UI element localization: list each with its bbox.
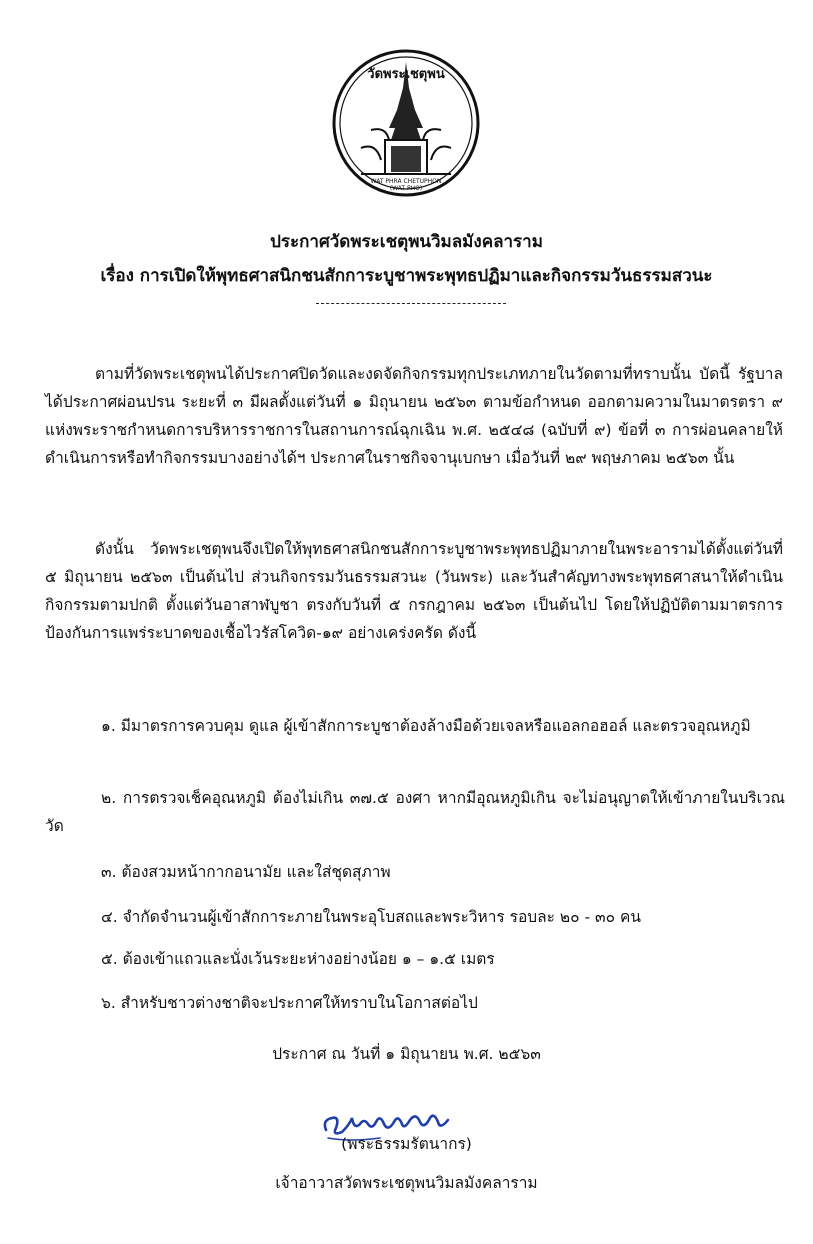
measure-item-text: ๒. การตรวจเช็คอุณหภูมิ ต้องไม่เกิน ๓๗.๕ องศา หากมีอุณหภูมิเกิน จะไม่อนุญาตให้เข้าภายในบริเวณวัด <box>45 789 785 835</box>
measure-item-text: ๕. ต้องเข้าแถวและนั่งเว้นระยะห่างอย่างน้อย ๑ – ๑.๕ เมตร <box>101 950 495 968</box>
measure-item-4 <box>45 903 785 931</box>
announcement-subject: เรื่อง การเปิดให้พุทธศาสนิกชนสักการะบูชาพระพุทธปฏิมาและกิจกรรมวันธรรมสวนะ <box>100 266 713 286</box>
measure-item-text: ๔. จำกัดจำนวนผู้เข้าสักการะภายในพระอุโบสถและพระวิหาร รอบละ ๒๐ - ๓๐ คน <box>101 908 641 926</box>
seal-top-text: วัดพระเชตุพน <box>367 67 445 82</box>
measure-item-2 <box>45 784 785 840</box>
measure-item-text: ๓. ต้องสวมหน้ากากอนามัย และใส่ชุดสุภาพ <box>101 863 391 881</box>
announcement-title: ประกาศวัดพระเชตุพนวิมลมังคลาราม <box>270 232 543 252</box>
seal-bottom-text-1: WAT PHRA CHETUPHON <box>370 178 442 185</box>
title-divider <box>316 303 506 304</box>
measure-item-5 <box>45 945 785 973</box>
body-paragraph-2: ดังนั้น วัดพระเชตุพนจึงเปิดให้พุทธศาสนิกชนสักการะบูชาพระพุทธปฏิมาภายในพระอารามได้ตั้งแต่วันที่ ๕ มิถุนายน ๒๕๖๓ เป็นต้นไป ส่วนกิจกรรมวันธรรมสวนะ (วันพระ) และวันสำคัญทางพระพุทธศาสนาให้ดำเนินกิจกรรมตามปกติ ตั้งแต่วันอาสาฬบูชา ตรงกับวันที่ ๕ กรกฎาคม ๒๕๖๓ เป็นต้นไป โดยให้ปฏิบัติตามมาตรการป้องกันการแพร่ระบาดของเชื้อไวรัสโควิด-๑๙ อย่างเคร่งครัด ดังนี้ <box>45 540 783 642</box>
body-paragraph-1: ตามที่วัดพระเชตุพนได้ประกาศปิดวัดและงดจัดกิจกรรมทุกประเภทภายในวัดตามที่ทราบนั้น บัดนี้ รัฐบาลได้ประกาศผ่อนปรน ระยะที่ ๓ มีผลตั้งแต่วันที่ ๑ มิถุนายน ๒๕๖๓ ตามข้อกำหนด ออกตามความในมาตรตรา ๙ แห่งพระราชกำหนดการบริหารราชการในสถานการณ์ฉุกเฉิน พ.ศ. ๒๕๔๘ (ฉบับที่ ๙) ข้อที่ ๓ การผ่อนคลายให้ดำเนินการหรือทำกิจกรรมบางอย่างได้ฯ ประกาศในราชกิจจานุเบกษา เมื่อวันที่ ๒๙ พฤษภาคม ๒๕๖๓ นั้น <box>45 365 783 467</box>
measure-item-6 <box>45 989 785 1017</box>
temple-seal-logo <box>331 48 481 198</box>
announcement-date: ประกาศ ณ วันที่ ๑ มิถุนายน พ.ศ. ๒๕๖๓ <box>272 1045 541 1063</box>
signer-name: (พระธรรมรัตนากร) <box>341 1135 472 1153</box>
measure-item-text: ๖. สำหรับชาวต่างชาติจะประกาศให้ทราบในโอกาสต่อไป <box>101 994 478 1012</box>
seal-bottom-text-2: (WAT PHO) <box>389 185 423 192</box>
measure-item-3 <box>45 858 785 886</box>
measure-item-text: ๑. มีมาตรการควบคุม ดูแล ผู้เข้าสักการะบูชาต้องล้างมือด้วยเจลหรือแอลกอฮอล์ และตรวจอุณหภูมิ <box>101 717 751 735</box>
signer-title: เจ้าอาวาสวัดพระเชตุพนวิมลมังคลาราม <box>275 1174 538 1192</box>
measure-item-1 <box>45 712 785 740</box>
